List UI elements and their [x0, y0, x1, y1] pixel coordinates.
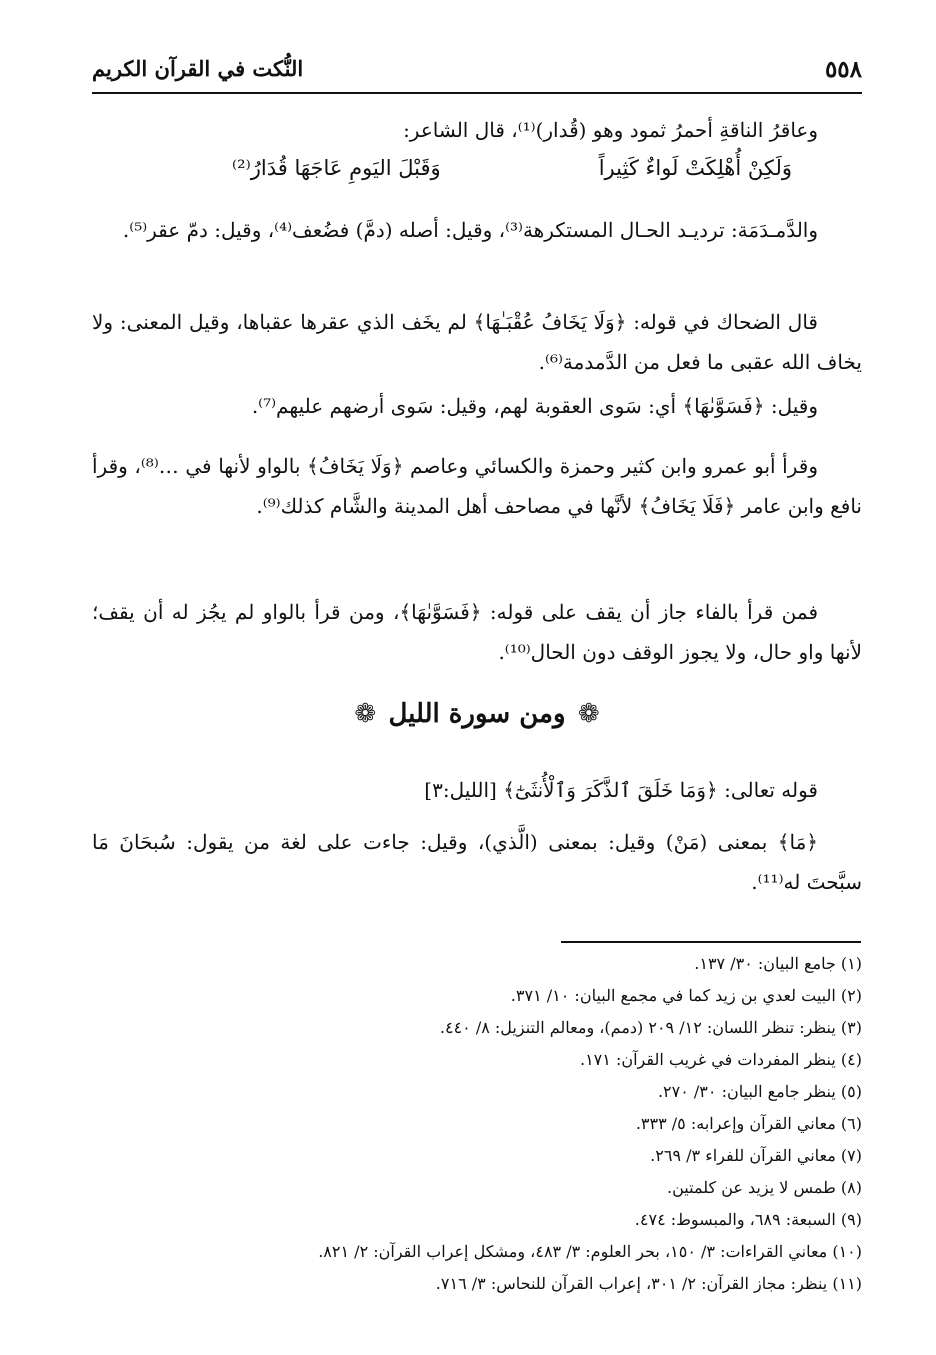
verse-hemistich-2: وَقَبْلَ اليَومِ عَاجَهَا قُدَارُ⁽²⁾ — [232, 156, 441, 180]
footnote: (٩) السبعة: ٦٨٩، والمبسوط: ٤٧٤. — [634, 1210, 862, 1229]
ornament-right-icon: ❁ — [577, 698, 600, 729]
footnote: (١) جامع البيان: ٣٠/ ١٣٧. — [694, 954, 862, 973]
footnote: (٨) طمس لا يزيد عن كلمتين. — [667, 1178, 862, 1197]
book-title: النُّكت في القرآن الكريم — [92, 56, 304, 81]
poetry-verse — [92, 148, 862, 188]
main-text — [92, 110, 862, 910]
paragraph-8: ﴿مَا﴾ بمعنى (مَنْ) وقيل: بمعنى (الَّذي)، وقيل: جاءت على لغة من يقول: سُبحَانَ مَا سبَّحتَ له⁽¹¹⁾. — [92, 830, 862, 894]
footnote: (٢) البيت لعدي بن زيد كما في مجمع البيان: ١٠/ ٣٧١. — [510, 986, 862, 1005]
page-number: ٥٥٨ — [824, 56, 862, 83]
footnote: (١١) ينظر: مجاز القرآن: ٢/ ٣٠١، إعراب القرآن للنحاس: ٣/ ٧١٦. — [435, 1274, 862, 1293]
header-rule — [92, 92, 862, 94]
footnote: (٤) ينظر المفردات في غريب القرآن: ١٧١. — [579, 1050, 862, 1069]
footnote: (٧) معاني القرآن للفراء ٣/ ٢٦٩. — [650, 1146, 862, 1165]
footnote: (٦) معاني القرآن وإعرابه: ٥/ ٣٣٣. — [635, 1114, 862, 1133]
ornament-left-icon: ❁ — [354, 698, 377, 729]
sura-title: ومن سورة الليل — [388, 698, 566, 729]
footnote: (١٠) معاني القراءات: ٣/ ١٥٠، بحر العلوم: ٣/ ٤٨٣، ومشكل إعراب القرآن: ٢/ ٨٢١. — [318, 1242, 862, 1261]
paragraph-3: قال الضحاك في قوله: ﴿وَلَا يَخَافُ عُقْبَـٰهَا﴾ لم يخَف الذي عقرها عقباها، وقيل المعنى: ولا يخاف الله عقبى ما فعل من الدَّمدمة⁽⁶⁾. — [92, 310, 862, 374]
paragraph-4: وقيل: ﴿فَسَوَّىٰهَا﴾ أي: سَوى العقوبة لهم، وقيل: سَوى أرضهم عليهم⁽⁷⁾. — [251, 394, 818, 418]
verse-hemistich-1: وَلَكِنْ أُهْلِكَتْ لَواءٌ كَثِيراً — [598, 156, 792, 180]
page-header — [92, 52, 862, 92]
footnote-rule — [561, 941, 861, 943]
footnote: (٥) ينظر جامع البيان: ٣٠/ ٢٧٠. — [657, 1082, 862, 1101]
paragraph-5: وقرأ أبو عمرو وابن كثير وحمزة والكسائي وعاصم ﴿وَلَا يَخَافُ﴾ بالواو لأنها في …⁽⁸⁾، وقرأ نافع وابن عامر ﴿فَلَا يَخَافُ﴾ لأنَّها في مصاحف أهل المدينة والشَّام كذلك⁽⁹⁾. — [92, 454, 862, 518]
paragraph-7: قوله تعالى: ﴿وَمَا خَلَقَ ٱلذَّكَرَ وَٱلْأُنثَىٰٓ﴾ [الليل:٣] — [424, 778, 818, 802]
paragraph-2: والدَّمـدَمَة: ترديـد الحـال المستكرهة⁽³⁾، وقيل: أصله (دمَّ) فضُعف⁽⁴⁾، وقيل: دمّ عقر⁽⁵⁾. — [122, 218, 818, 242]
footnote: (٣) ينظر: تنظر اللسان: ١٢/ ٢٠٩ (دمم)، ومعالم التنزيل: ٨/ ٤٤٠. — [439, 1018, 862, 1037]
paragraph-6: فمن قرأ بالفاء جاز أن يقف على قوله: ﴿فَسَوَّىٰهَا﴾، ومن قرأ بالواو لم يجُز له أن يقف؛ لأنها واو حال، ولا يجوز الوقف دون الحال⁽¹⁰⁾. — [92, 600, 862, 664]
sura-heading — [92, 692, 862, 752]
paragraph-1: وعاقرُ الناقةِ أحمرُ ثمود وهو (قُدار)⁽¹⁾، قال الشاعر: — [403, 118, 818, 142]
